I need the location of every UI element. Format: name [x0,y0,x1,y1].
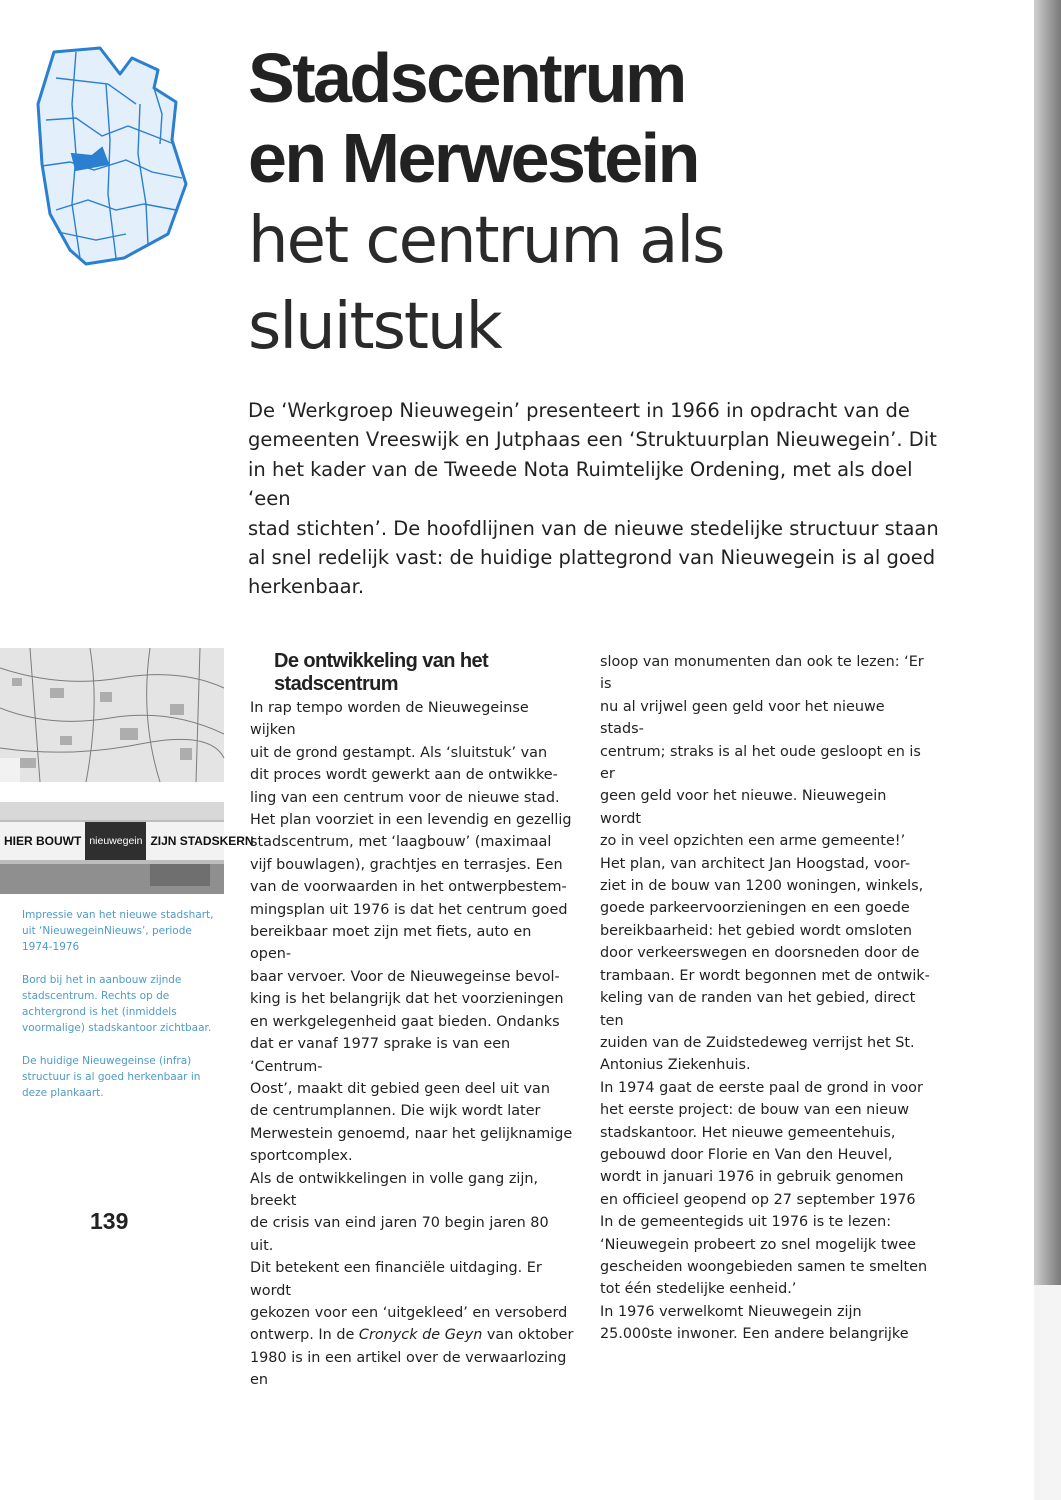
caption-impression: Impressie van het nieuwe stadshart, uit ‘NieuwegeinNieuws’, periode 1974-1976 [22,909,214,953]
sign-text-left: HIER BOUWT [4,834,82,848]
article-column-1 [250,697,575,1392]
caption-sign: Bord bij het in aanbouw zijnde stadscentrum. Rechts op de achtergrond is het (inmiddels voormalige) stadskantoor zichtbaar. [22,974,212,1034]
page-shadow [1034,0,1061,1285]
article-heading: De ontwikkeling van het stadscentrum [274,650,489,695]
construction-sign [0,822,254,860]
sign-text-middle: nieuwegein [85,822,146,860]
title-subtitle-line-1: het centrum als [248,204,724,278]
publication-title: Cronyck de Geyn [358,1327,483,1344]
title-subtitle-line-2: sluitstuk [248,290,501,364]
caption-plan-map: De huidige Nieuwegeinse (infra) structuur is al goed herkenbaar in deze plankaart. [22,1055,201,1099]
article-column-2: sloop van monumenten dan ook te lezen: ‘Er is nu al vrijwel geen geld voor het nieuwe stads- centrum; straks is al het oude gesloopt en is er geen geld voor het nieuwe. Nieuwegein wordt zo in veel opzichten een arme gemeente!’ Het plan, van architect Jan Hoogstad, voor- ziet in de bouw van 1200 woningen, winkels, goede parkeervoorzieningen en een goede bereikbaarheid: het gebied wordt omsloten door verkeerswegen en doorsneden door de trambaan. Er wordt begonnen met de ontwik- keling van de randen van het gebied, direct ten zuiden van de Zuidstedeweg verrijst het St. Antonius Ziekenhuis. In 1974 gaat de eerste paal de grond in voor het eerste project: de bouw van een nieuw stadskantoor. Het nieuwe gemeentehuis, gebouwd door Florie en Van den Heuvel, wordt in januari 1976 in gebruik genomen en officieel geopend op 27 september 1976 In de gemeentegids uit 1976 is te lezen: ‘Nieuwegein probeert zo snel mogelijk twee gescheiden woongebieden samen te smelten tot één stedelijke eenheid.’ In 1976 verwelkomt Nieuwegein zijn 25.000ste inwoner. Een andere belangrijke [600,654,930,1343]
title-bold-line-1: Stadscentrum [248,39,685,117]
title-bold-line-2: en Merwestein [248,119,698,197]
page-title [248,38,1028,370]
construction-sign-photo [0,802,254,894]
page-number: 139 [90,1208,129,1234]
page-edge [1034,1285,1061,1500]
sign-text-right: ZIJN STADSKERN [150,834,254,848]
district-map-icon [36,44,188,266]
intro-paragraph: De ‘Werkgroep Nieuwegein’ presenteert in 1966 in opdracht van de gemeenten Vreeswijk en Jutphaas een ‘Struktuurplan Nieuwegein’. Dit in het kader van de Tweede Nota Ruimtelijke Ordening, met als doel ‘een stad stichten’. De hoofdlijnen van de nieuwe stedelijke structuur staan al snel redelijk vast: de huidige plattegrond van Nieuwegein is al goed herkenbaar. [248,399,939,599]
column-1-text-b: van oktober 1980 is in een artikel over de verwaarlozing en [250,1327,574,1389]
column-1-text-a: In rap tempo worden de Nieuwegeinse wijken uit de grond gestampt. Als ‘sluitstuk’ van dit proces wordt gewerkt aan de ontwikke- ling van een centrum voor de nieuwe stad. Het plan voorziet in een levendig en gezellig stadscentrum, met ‘laagbouw’ (maximaal vijf bouwlagen), grachtjes en terrasjes. Een van de voorwaarden in het ontwerpbestem- mingsplan uit 1976 is dat het centrum goed bereikbaar moet zijn met fiets, auto en open- baar vervoer. Voor de Nieuwegeinse bevol- king is het belangrijk dat het voorzieningen en werkgelegenheid gaat bieden. Ondanks dat er vanaf 1977 sprake is van een ‘Centrum- Oost’, maakt dit gebied geen deel uit van de centrumplannen. Die wijk wordt later Merwestein genoemd, naar het gelijknamige sportcomplex. Als de ontwikkelingen in volle gang zijn, breekt de crisis van eind jaren 70 begin jaren 80 uit. Dit betekent een financiële uitdaging. Er wordt gekozen voor een ‘uitgekleed’ en versoberd ontwerp. In de [250,700,573,1344]
city-map-impression-photo [0,648,224,782]
